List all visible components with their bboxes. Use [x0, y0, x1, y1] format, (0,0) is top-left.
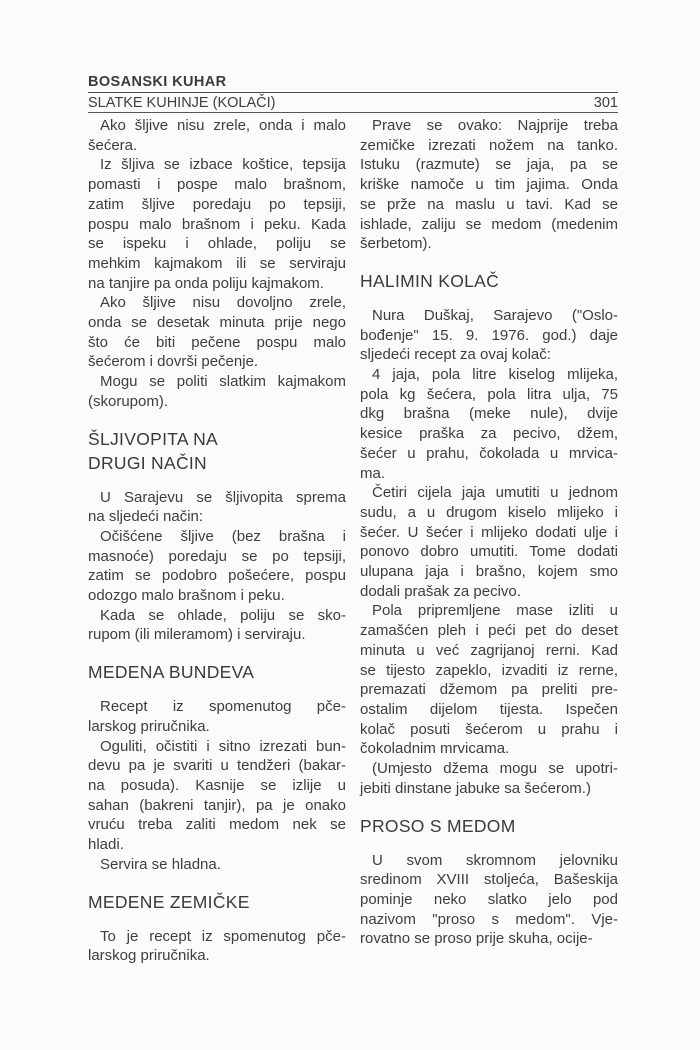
text-line: bođenje" 15. 9. 1976. god.) daje	[360, 326, 618, 344]
text-line: se ispeku i ohlade, poliju se	[88, 235, 346, 253]
paragraph	[360, 116, 618, 254]
text-line: ulupana jaja i brašno, kojem smo	[360, 563, 618, 581]
text-line: pola kg šećera, pola litra ulja, 75	[360, 385, 618, 403]
header-rule-bottom	[88, 112, 618, 113]
paragraph	[88, 293, 346, 372]
text-line: šećerom i dovrši pečenje.	[88, 353, 259, 371]
section-heading	[88, 660, 346, 684]
paragraph	[88, 606, 346, 645]
paragraph	[360, 851, 618, 950]
paragraph	[360, 483, 618, 601]
paragraph	[88, 372, 346, 411]
text-line: Istuku (razmute) se jaja, pa se	[360, 156, 618, 174]
chapter-row	[88, 95, 618, 111]
paragraph	[360, 306, 618, 365]
text-line: pominje neko slatko jelo pod	[360, 890, 618, 908]
text-line: što će biti pečene pospu malo	[88, 333, 346, 351]
paragraph	[360, 759, 618, 798]
page-header	[88, 74, 618, 113]
text-line: šećer u prahu, čokolada u mrvica-	[360, 444, 618, 462]
text-line: na tanjire pa onda poliju kajmakom.	[88, 274, 324, 292]
section-heading	[88, 890, 346, 914]
text-line: devu pa je svariti u tendžeri (bakar-	[88, 757, 346, 775]
text-line: rovatno se proso prije skuha, ocije-	[360, 930, 593, 948]
text-line: rupom (ili mileramom) i serviraju.	[88, 626, 306, 644]
section-heading	[360, 269, 618, 293]
text-line: premazati džemom pa preliti pre-	[360, 681, 618, 699]
text-line: čokoladnim mrvicama.	[360, 740, 510, 758]
text-line: sudu, a u drugom kiselo mlijeko i	[360, 503, 618, 521]
text-line: jebiti dinstane jabuke sa šećerom.)	[360, 779, 591, 797]
text-line: zatim se podobro pošećere, pospu	[88, 567, 346, 585]
text-line: Servira se hladna.	[100, 855, 221, 873]
text-line: hladi.	[88, 836, 124, 854]
paragraph	[88, 488, 346, 527]
paragraph	[88, 155, 346, 293]
heading-line: MEDENE ZEMIČKE	[88, 891, 250, 912]
heading-line: PROSO S MEDOM	[360, 815, 516, 836]
text-line: To je recept iz spomenutog pče-	[100, 927, 346, 945]
paragraph	[360, 601, 618, 759]
chapter-title: SLATKE KUHINJE (KOLAČI)	[88, 95, 276, 111]
text-line: mehkim kajmakom ili se serviraju	[88, 254, 346, 272]
text-line: šerbetom).	[360, 235, 432, 253]
page-number: 301	[593, 95, 618, 111]
column-right	[360, 116, 618, 966]
text-line: na posuda). Kasnije se izlije u	[88, 776, 346, 794]
text-line: Nura Duškaj, Sarajevo ("Oslo-	[372, 306, 618, 324]
text-line: Očišćene šljive (bez brašna i	[100, 527, 346, 545]
text-line: kolač posuti šećerom u prahu i	[360, 720, 618, 738]
text-line: vruću treba zaliti medom nek se	[88, 816, 346, 834]
text-columns	[88, 116, 618, 966]
text-line: sahan (bakreni tanjir), pa je onako	[88, 796, 346, 814]
text-line: se tijesto zapeklo, izvaditi iz rerne,	[360, 661, 618, 679]
text-line: onda se desetak minuta prije nego	[88, 314, 346, 332]
section-heading	[360, 814, 618, 838]
paragraph	[88, 697, 346, 736]
heading-line: HALIMIN KOLAČ	[360, 270, 500, 291]
text-line: Recept iz spomenutog pče-	[100, 698, 346, 716]
text-line: šećera.	[88, 136, 138, 154]
text-line: Ako šljive nisu dovoljno zrele,	[100, 294, 346, 312]
text-line: kriške namoče u tim jajima. Onda	[360, 176, 618, 194]
text-line: se prže na maslu u tavi. Kad se	[360, 195, 618, 213]
text-line: sredinom XVIII stoljeća, Bašeskija	[360, 871, 618, 889]
text-line: šećer. U šećer i mlijeko dodati ulje i	[360, 523, 618, 541]
paragraph	[88, 927, 346, 966]
text-line: Pola pripremljene mase izliti u	[372, 602, 618, 620]
text-line: dkg brašna (meke nule), dvije	[360, 405, 618, 423]
paragraph	[88, 737, 346, 855]
heading-line: MEDENA BUNDEVA	[88, 662, 255, 683]
paragraph	[88, 116, 346, 155]
text-line: larskog priručnika.	[88, 717, 210, 735]
text-line: nazivom "proso s medom". Vje-	[360, 910, 618, 928]
text-line: na sljedeći način:	[88, 508, 204, 526]
text-line: Kada se ohlade, poliju se sko-	[100, 606, 346, 624]
text-line: ostalim dijelom tijesta. Ispečen	[360, 700, 618, 718]
text-line: (skorupom).	[88, 392, 169, 410]
text-line: zamašćen pleh i peći pet do deset	[360, 622, 618, 640]
text-line: pomasti i pospe malo brašnom,	[88, 176, 346, 194]
text-line: pospu malo brašnom i peku. Kada	[88, 215, 346, 233]
text-line: ishlade, zaliju se medom (medenim	[360, 215, 618, 233]
text-line: ponovo dobro umutiti. Tome dodati	[360, 543, 618, 561]
text-line: Mogu se politi slatkim kajmakom	[100, 373, 346, 391]
text-line: U Sarajevu se šljivopita sprema	[100, 488, 346, 506]
text-line: dodali prašak za pecivo.	[360, 582, 521, 600]
text-line: Iz šljiva se izbace koštice, tepsija	[100, 156, 346, 174]
text-line: 4 jaja, pola litre kiselog mlijeka,	[372, 366, 618, 384]
text-line: U svom skromnom jelovniku	[372, 851, 618, 869]
header-rule-top	[88, 92, 618, 93]
text-line: Prave se ovako: Najprije treba	[372, 117, 618, 134]
text-line: kesice praška za pecivo, džem,	[360, 425, 618, 443]
text-line: masnoće) poredaju se po tepsiji,	[88, 547, 346, 565]
text-line: ma.	[360, 464, 386, 482]
text-line: zatim šljive poredaju po tepsiji,	[88, 195, 346, 213]
text-line: sljedeći recept za ovaj kolač:	[360, 346, 551, 364]
book-title: BOSANSKI KUHAR	[88, 74, 227, 90]
text-line: Četiri cijela jaja umutiti u jednom	[372, 484, 618, 502]
text-line: Oguliti, očistiti i sitno izrezati bun-	[100, 737, 346, 755]
text-line: minuta u već zagrijanoj rerni. Kad	[360, 641, 618, 659]
paragraph	[88, 527, 346, 606]
text-line: Ako šljive nisu zrele, onda i malo	[100, 117, 346, 134]
text-line: (Umjesto džema mogu se upotri-	[372, 760, 618, 778]
text-line: odozgo malo brašnom i peku.	[88, 587, 285, 605]
column-left	[88, 116, 346, 966]
section-heading	[88, 427, 346, 475]
heading-line: ŠLJIVOPITA NA	[88, 428, 219, 449]
text-line: zemičke izrezati nožem na tanko.	[360, 136, 618, 154]
heading-line: DRUGI NAČIN	[88, 452, 207, 473]
paragraph	[88, 855, 346, 875]
text-line: larskog priručnika.	[88, 947, 210, 965]
paragraph	[360, 365, 618, 483]
